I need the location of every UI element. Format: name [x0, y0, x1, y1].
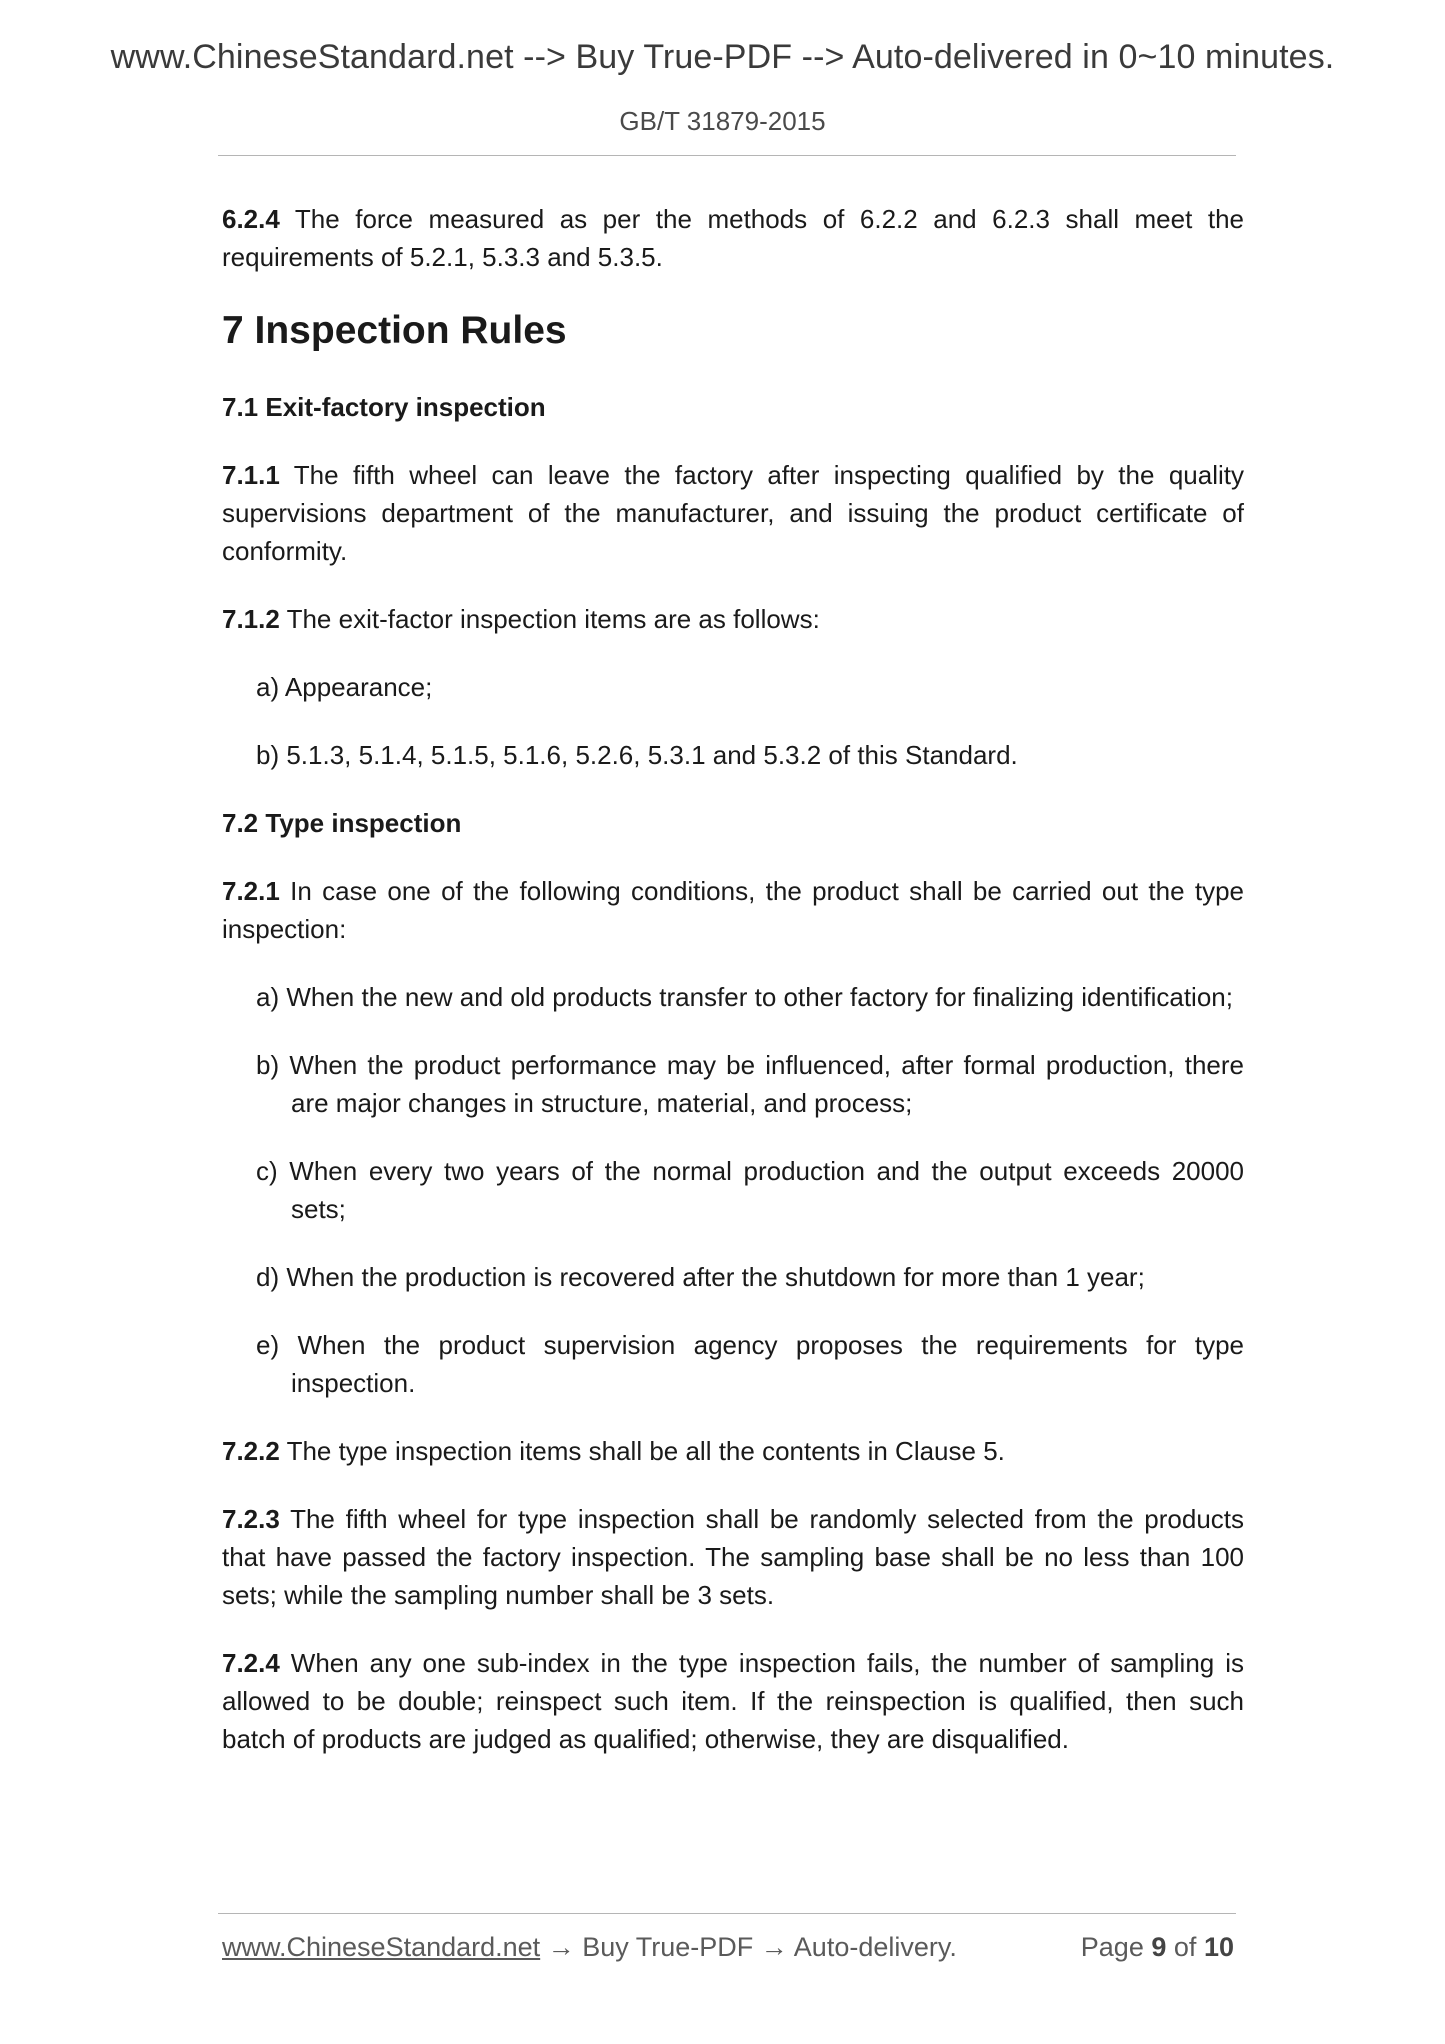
top-banner: www.ChineseStandard.net --> Buy True-PDF --> Auto-delivered in 0~10 minutes.	[110, 38, 1335, 76]
clause-7-2-1	[222, 872, 1244, 948]
clause-text: When any one sub-index in the type inspection fails, the number of sampling is allowed to be double; reinspect such item. If the reinspection is qualified, then such batch of products are judged as qualified; otherwise, they are disqualified.	[222, 1648, 1244, 1754]
header-divider	[218, 155, 1236, 156]
footer-delivery-text: Auto-delivery.	[793, 1932, 957, 1962]
clause-text: The fifth wheel can leave the factory after inspecting qualified by the quality supervisions department of the manufacturer, and issuing the product certificate of conformity.	[222, 460, 1244, 566]
list-item: c) When every two years of the normal production and the output exceeds 20000 sets;	[256, 1156, 1244, 1224]
clause-number: 7.1.2	[222, 604, 280, 634]
clause-number: 6.2.4	[222, 204, 280, 234]
total-pages: 10	[1203, 1932, 1234, 1962]
clause-text: The exit-factor inspection items are as follows:	[286, 604, 820, 634]
clause-number: 7.2.3	[222, 1504, 280, 1534]
clause-number: 7.1.1	[222, 460, 280, 490]
footer-site-link[interactable]: www.ChineseStandard.net	[222, 1932, 541, 1962]
clause-number: 7.2.1	[222, 876, 280, 906]
clause-7-2-3	[222, 1500, 1244, 1614]
section-7-heading: 7 Inspection Rules	[222, 309, 567, 352]
document-code: GB/T 31879-2015	[619, 106, 826, 136]
arrow-right-icon: →	[760, 1932, 788, 1962]
clause-7-1-1	[222, 456, 1244, 570]
clause-text: The fifth wheel for type inspection shall be randomly selected from the products that have passed the factory inspection. The sampling base shall be no less than 100 sets; while the sampling number shall be 3 sets.	[222, 1504, 1244, 1610]
list-item: d) When the production is recovered after the shutdown for more than 1 year;	[256, 1262, 1145, 1292]
page-content	[222, 200, 1244, 1788]
footer-promo	[222, 1932, 957, 1963]
list-item: b) When the product performance may be influenced, after formal production, there are major changes in structure, material, and process;	[256, 1050, 1244, 1118]
clause-7-2-4	[222, 1644, 1244, 1758]
clause-text: The type inspection items shall be all the contents in Clause 5.	[286, 1436, 1005, 1466]
footer-buy-text: Buy True-PDF	[582, 1932, 754, 1962]
subsection-7-1-heading: 7.1 Exit-factory inspection	[222, 392, 546, 422]
clause-text: The force measured as per the methods of 6.2.2 and 6.2.3 shall meet the requirements of 5.2.1, 5.3.3 and 5.3.5.	[222, 204, 1244, 272]
list-item: b) 5.1.3, 5.1.4, 5.1.5, 5.1.6, 5.2.6, 5.3.1 and 5.3.2 of this Standard.	[256, 740, 1018, 770]
clause-text: In case one of the following conditions, the product shall be carried out the type inspection:	[222, 876, 1244, 944]
of-word: of	[1173, 1932, 1197, 1962]
subsection-7-2-heading: 7.2 Type inspection	[222, 808, 462, 838]
current-page: 9	[1151, 1932, 1167, 1962]
clause-6-2-4	[222, 200, 1244, 276]
clause-7-2-2	[222, 1432, 1244, 1470]
arrow-right-icon: →	[547, 1932, 575, 1962]
list-item: e) When the product supervision agency proposes the requirements for type inspection.	[256, 1330, 1244, 1398]
clause-7-1-2	[222, 600, 1244, 638]
footer-divider	[218, 1913, 1236, 1914]
clause-number: 7.2.4	[222, 1648, 280, 1678]
page-number	[1081, 1932, 1234, 1963]
list-item: a) When the new and old products transfer to other factory for finalizing identification;	[256, 982, 1233, 1012]
page-word: Page	[1080, 1932, 1144, 1962]
list-item: a) Appearance;	[256, 672, 433, 702]
clause-number: 7.2.2	[222, 1436, 280, 1466]
